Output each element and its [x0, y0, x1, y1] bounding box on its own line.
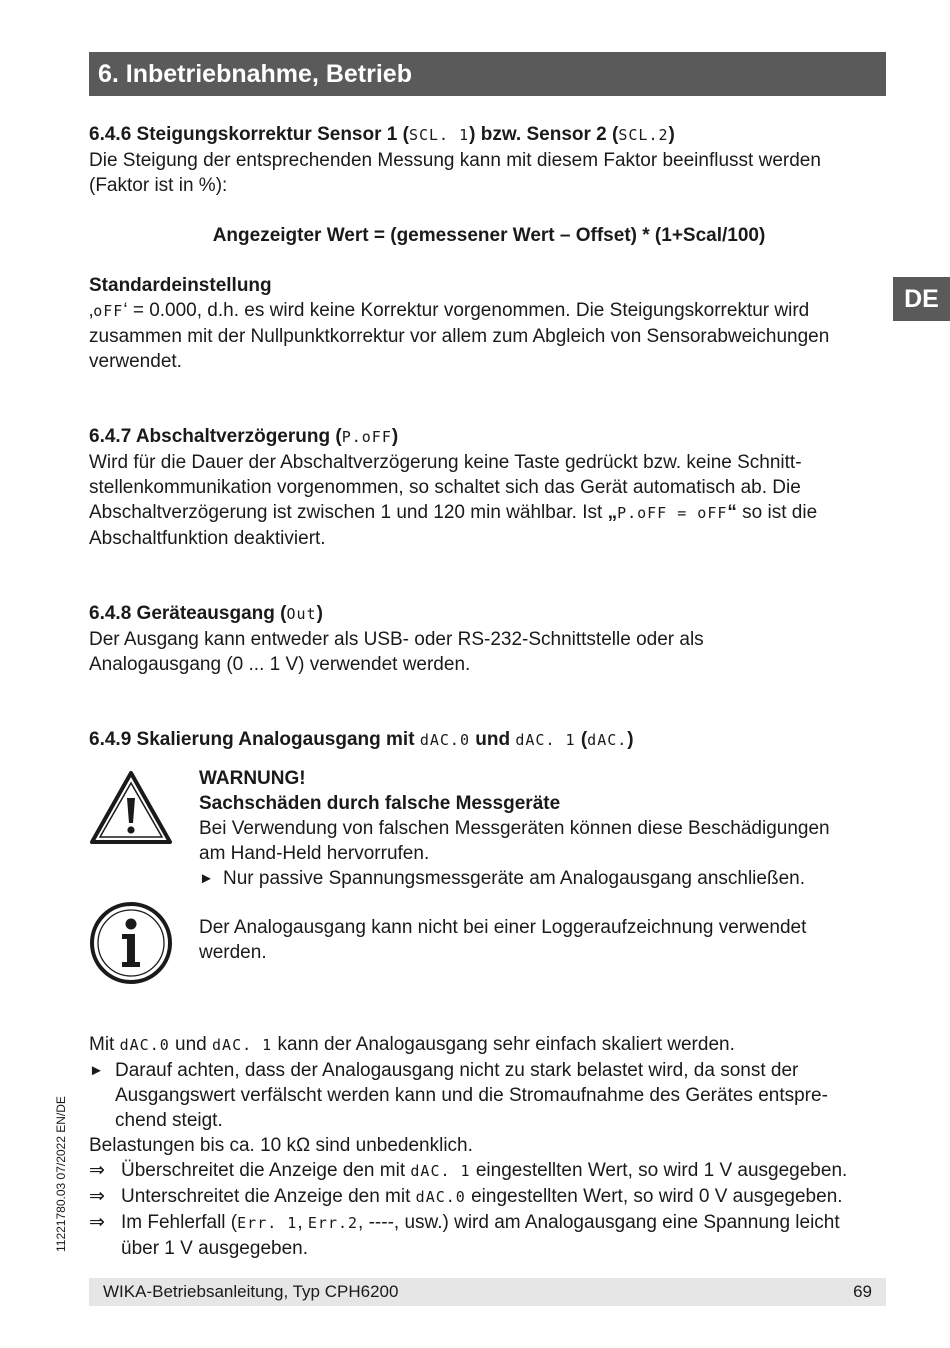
warning-subtitle: Sachschäden durch falsche Messgeräte [199, 793, 561, 814]
bullet-icon: ► [89, 1062, 104, 1079]
arrow-icon: ⇒ [89, 1212, 105, 1233]
paragraph: Bei Verwendung von falschen Messgeräten können diese Beschädigungen [199, 818, 830, 839]
info-icon [89, 901, 173, 985]
display-code: dAC.0 [415, 1188, 466, 1206]
subheading: Standardeinstellung [89, 275, 272, 296]
paragraph: Wird für die Dauer der Abschaltverzögerung keine Taste gedrückt bzw. keine Schnitt- [89, 452, 802, 473]
page-content [89, 122, 889, 1261]
page-footer [89, 1278, 886, 1306]
display-code: dAC. [587, 731, 628, 749]
display-code: SCL. 1 [408, 126, 470, 144]
display-code: dAC. 1 [515, 731, 576, 749]
section-649-heading: 6.4.9 Skalierung Analogausgang mit dAC.0 und dAC. 1 (dAC.) [89, 729, 634, 750]
display-code: dAC. 1 [212, 1036, 273, 1054]
paragraph: werden. [199, 942, 267, 963]
info-notice [89, 901, 889, 992]
paragraph: am Hand-Held hervorrufen. [199, 843, 430, 864]
paragraph: Der Ausgang kann entweder als USB- oder RS-232-Schnittstelle oder als [89, 629, 704, 650]
paragraph: Der Analogausgang kann nicht bei einer Loggeraufzeichnung verwendet [199, 917, 807, 938]
display-code: dAC. 1 [410, 1162, 471, 1180]
display-code: Err. 1 [237, 1214, 298, 1232]
section-646-heading: 6.4.6 Steigungskorrektur Sensor 1 (SCL. 1) bzw. Sensor 2 (SCL.2) [89, 124, 675, 145]
warning-notice [89, 766, 889, 891]
arrow-icon: ⇒ [89, 1186, 105, 1207]
display-code: SCL.2 [618, 126, 669, 144]
paragraph: verwendet. [89, 351, 182, 372]
paragraph: Belastungen bis ca. 10 kΩ sind unbedenklich. [89, 1135, 473, 1156]
paragraph: ‚oFF‘ = 0.000, d.h. es wird keine Korrektur vorgenommen. Die Steigungskorrektur wird [89, 300, 810, 321]
paragraph: stellenkommunikation vorgenommen, so schaltet sich das Gerät automatisch ab. Die [89, 477, 801, 498]
footer-title: WIKA-Betriebsanleitung, Typ CPH6200 [103, 1282, 399, 1301]
warning-triangle-icon [89, 770, 173, 846]
result-item: ⇒ Unterschreitet die Anzeige den mit dAC.0 eingestellten Wert, so wird 0 V ausgegeben. [89, 1184, 889, 1210]
language-tab: DE [893, 277, 950, 321]
list-item: ► Darauf achten, dass der Analogausgang nicht zu stark belastet wird, da sonst der Ausgangswert verfälscht werden kann und die Stromaufnahme des Gerätes entspre- chend steigt. [89, 1060, 828, 1131]
arrow-icon: ⇒ [89, 1160, 105, 1181]
display-code: dAC.0 [119, 1036, 170, 1054]
warning-title: WARNUNG! [199, 768, 306, 789]
bullet-icon: ► [199, 870, 214, 887]
section-648-heading: 6.4.8 Geräteausgang (Out) [89, 603, 323, 624]
paragraph: Mit dAC.0 und dAC. 1 kann der Analogausgang sehr einfach skaliert werden. [89, 1034, 735, 1055]
paragraph: Die Steigung der entsprechenden Messung kann mit diesem Faktor beeinflusst werden [89, 150, 821, 171]
section-647-heading: 6.4.7 Abschaltverzögerung (P.oFF) [89, 426, 399, 447]
result-item: ⇒ Überschreitet die Anzeige den mit dAC. 1 eingestellten Wert, so wird 1 V ausgegeben. [89, 1158, 889, 1184]
chapter-header: 6. Inbetriebnahme, Betrieb [89, 52, 886, 96]
page-number: 69 [853, 1282, 872, 1301]
document-code: 11221780.03 07/2022 EN/DE [54, 1096, 68, 1252]
result-item: ⇒ Im Fehlerfall (Err. 1, Err.2, ----, usw.) wird am Analogausgang eine Spannung leicht über 1 V ausgegeben. [89, 1212, 840, 1259]
display-code: Out [286, 605, 317, 623]
paragraph: Abschaltfunktion deaktiviert. [89, 528, 326, 549]
display-code: P.oFF [341, 428, 392, 446]
display-code: P.oFF = oFF [617, 504, 728, 522]
list-item: ► Nur passive Spannungsmessgeräte am Analogausgang anschließen. [199, 868, 805, 889]
paragraph: Abschaltverzögerung ist zwischen 1 und 120 min wählbar. Ist „P.oFF = oFF“ so ist die [89, 502, 818, 523]
formula: Angezeigter Wert = (gemessener Wert – Offset) * (1+Scal/100) [212, 225, 766, 246]
paragraph: (Faktor ist in %): [89, 175, 228, 196]
display-code: Err.2 [307, 1214, 359, 1232]
display-code: oFF [93, 302, 124, 320]
paragraph: zusammen mit der Nullpunktkorrektur vor allem zum Abgleich von Sensorabweichungen [89, 326, 830, 347]
display-code: dAC.0 [419, 731, 470, 749]
paragraph: Analogausgang (0 ... 1 V) verwendet werden. [89, 654, 471, 675]
